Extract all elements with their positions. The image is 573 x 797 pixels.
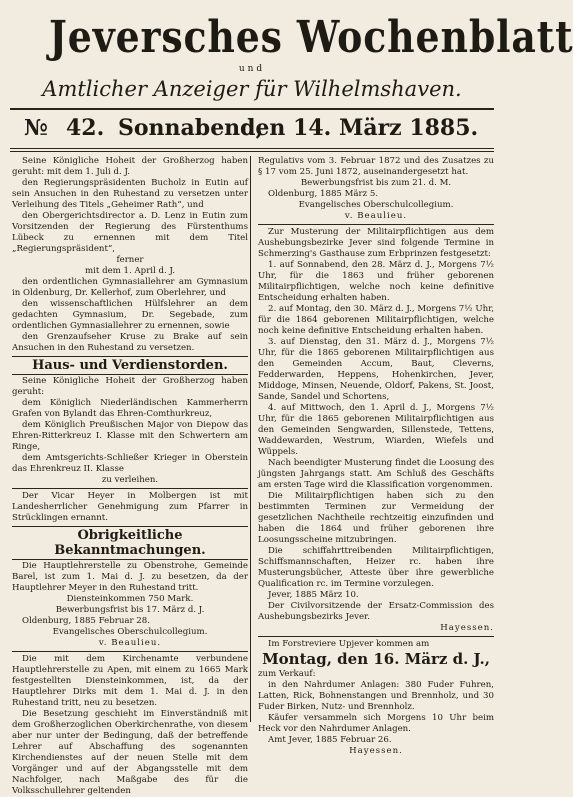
section-heading-announcements: Obrigkeitliche Bekanntmachungen.	[12, 526, 248, 560]
text-paragraph: Regulativs vom 3. Februar 1872 und des Zusatzes zu § 17 vom 25. Juni 1872, auseinandergesetzt hat.	[258, 156, 494, 177]
text-paragraph: den Regierungspräsidenten Bucholz in Eutin auf sein Ansuchen in den Ruhestand zu versetzen unter Verleihung des Titels „Geheimer Rath“, und	[12, 178, 248, 210]
text-paragraph: Der Vicar Heyer in Molbergen ist mit Landesherrlicher Genehmigung zum Pfarrer in Strücklingen ernannt.	[12, 491, 248, 523]
text-paragraph: Seine Königliche Hoheit der Großherzog haben geruht: mit dem 1. Juli d. J.	[12, 156, 248, 177]
text-paragraph: Im Forstreviere Upjever kommen am	[268, 639, 430, 649]
text-paragraph: Amt Jever, 1885 Februar 26.	[268, 735, 392, 745]
text-paragraph: dem Königlich Preußischen Major von Diepow das Ehren-Ritterkreuz I. Klasse mit den Schwertern am Ringe,	[12, 420, 248, 452]
text-paragraph: den ordentlichen Gymnasiallehrer am Gymnasium in Oldenburg, Dr. Kellerhof, zum Oberlehrer, und	[12, 277, 248, 298]
dateline-rule	[10, 148, 494, 149]
newspaper-title: Jeversches Wochenblatt	[49, 12, 573, 63]
text-paragraph: Oldenburg, 1885 März 5.	[268, 189, 379, 199]
text-paragraph: den Obergerichtsdirector a. D. Lenz in Eutin zum Vorsitzenden der Regierung des Fürstenthums Lübeck zu ernennen mit dem Titel „Regierungspräsident“,	[12, 211, 248, 254]
column-divider	[250, 156, 251, 722]
text-paragraph: Jever, 1885 März 10.	[268, 590, 359, 600]
separator-rule	[258, 636, 494, 637]
text-paragraph: Bewerbungsfrist bis 17. März d. J.	[55, 605, 205, 615]
issue-date: den 14. März 1885.	[240, 115, 479, 141]
text-paragraph: Der Civilvorsitzende der Ersatz-Commission des Aushebungsbezirks Jever.	[258, 601, 494, 622]
separator-rule	[12, 488, 248, 489]
text-paragraph: 2. auf Montag, den 30. März d. J., Morgens 7½ Uhr, für die 1864 geborenen Militairpflichtigen, welche noch keine definitive Entscheidung erhalten haben.	[258, 304, 494, 336]
text-paragraph: Zur Musterung der Militairpflichtigen aus dem Aushebungsbezirke Jever sind folgende Termine in Schmerzing's Gasthause zum Erbprinzen festgesetzt:	[258, 227, 494, 259]
text-paragraph: den Grenzaufseher Kruse zu Brake auf sein Ansuchen in den Ruhestand zu versetzen.	[12, 332, 248, 353]
left-column	[12, 156, 248, 796]
sale-date-heading: Montag, den 16. März d. J.,	[262, 650, 490, 668]
text-paragraph: Seine Königliche Hoheit der Großherzog haben geruht:	[12, 376, 248, 397]
newspaper-subtitle: Amtlicher Anzeiger für Wilhelmshaven.	[42, 77, 462, 101]
text-paragraph: Nach beendigter Musterung findet die Loosung des jüngsten Jahrgangs statt. Am Schluß des Geschäfts am ersten Tage wird die Klassification vorgenommen.	[258, 458, 494, 490]
text-paragraph: Die Besetzung geschieht im Einverständniß mit dem Großherzoglichen Oberkirchenrathe, von diesem aber nur unter der Bedingung, daß der betreffende Lehrer auf Abschaffung des sogenannten Kirchendienstes auf der neuen Stelle mit dem Vorgänger und auf der Abgangsstelle mit dem Nachfolger, nach Maßgabe des für die Volksschullehrer geltenden	[12, 709, 248, 796]
signature: v. Beaulieu.	[344, 211, 408, 221]
right-column	[258, 156, 494, 756]
text-paragraph: Bewerbungsfrist bis zum 21. d. M.	[300, 178, 452, 188]
text-paragraph: 4. auf Mittwoch, den 1. April d. J., Morgens 7½ Uhr, für die 1865 geborenen Militairpflichtigen aus den Gemeinden Sengwarden, Sillenstede, Tettens, Waddewarden, Westrum, Wiarden, Wiefels und Wüppels.	[258, 403, 494, 457]
issue-number: 42.	[66, 115, 105, 141]
dateline-rule-double	[10, 151, 494, 152]
text-paragraph: Die Hauptlehrerstelle zu Obenstrohe, Gemeinde Barel, ist zum 1. Mai d. J. zu besetzen, da der Hauptlehrer Meyer in den Ruhestand tritt.	[12, 561, 248, 593]
dateline	[10, 110, 494, 146]
number-sign: №	[24, 115, 48, 141]
text-paragraph: Oldenburg, 1885 Februar 28.	[22, 616, 150, 626]
text-paragraph: in den Nahrdumer Anlagen: 380 Fuder Fuhren, Latten, Rick, Bohnenstangen und Brennholz, und 30 Fuder Birken, Nutz- und Brennholz.	[258, 680, 494, 712]
text-paragraph: mit dem 1. April d. J.	[85, 266, 175, 276]
text-paragraph: Evangelisches Oberschulcollegium.	[52, 627, 208, 637]
text-paragraph: Die Militairpflichtigen haben sich zu den bestimmten Terminen zur Vermeidung der gesetzlichen Nachtheile rechtzeitig einzufinden und haben die 1864 und früher geborenen ihre Loosungsscheine mitzubringen.	[258, 491, 494, 545]
section-heading-orders: Haus- und Verdienstorden.	[12, 356, 248, 375]
text-paragraph: zum Verkauf:	[258, 669, 316, 679]
signature: Hayessen.	[440, 623, 494, 633]
text-paragraph: dem Amtsgerichts-Schließer Krieger in Oberstein das Ehrenkreuz II. Klasse	[12, 453, 248, 474]
text-paragraph: dem Königlich Niederländischen Kammerherrn Grafen von Bylandt das Ehren-Comthurkreuz,	[12, 398, 248, 419]
text-paragraph: Käufer versammeln sich Morgens 10 Uhr beim Heck vor den Nahrdumer Anlagen.	[258, 713, 494, 734]
issue-weekday: Sonnabend,	[118, 115, 264, 141]
text-paragraph: den wissenschaftlichen Hülfslehrer an dem gedachten Gymnasium, Dr. Segebade, zum ordentlichen Gymnasiallehrer zu ernennen, sowie	[12, 299, 248, 331]
text-paragraph: 3. auf Dienstag, den 31. März d. J., Morgens 7½ Uhr, für die 1865 geborenen Militairpflichtigen aus den Gemeinden Accum, Baut, Cleverns, Fedderwarden, Heppens, Hohenkirchen, Jever, Middoge, Minsen, Neuende, Oldorf, Pakens, St. Joost, Sande, Sandel und Schortens,	[258, 337, 494, 402]
separator-rule	[12, 651, 248, 652]
text-paragraph: Die schiffahrttreibenden Militairpflichtigen, Schiffsmannschaften, Heizer rc. haben ihre Musterungsbücher, Atteste über ihre gewerbliche Qualification rc. im Termine vorzulegen.	[258, 546, 494, 589]
text-paragraph: Diensteinkommen 750 Mark.	[66, 594, 194, 604]
signature: Hayessen.	[349, 746, 403, 756]
text-paragraph: Evangelisches Oberschulcollegium.	[298, 200, 454, 210]
text-paragraph: zu verleihen.	[101, 475, 159, 485]
text-paragraph: Die mit dem Kirchenamte verbundene Hauptlehrerstelle zu Apen, mit einem zu 1665 Mark festgestellten Diensteinkommen, ist, da der Hauptlehrer Dirks mit dem 1. Mai d. J. in den Ruhestand tritt, neu zu besetzen.	[12, 654, 248, 708]
masthead-und: und	[238, 64, 266, 74]
signature: v. Beaulieu.	[98, 638, 162, 648]
text-paragraph: 1. auf Sonnabend, den 28. März d. J., Morgens 7½ Uhr, für die 1863 und früher geborenen Militairpflichtigen, welche noch keine definitive Entscheidung erhalten haben.	[258, 260, 494, 303]
separator-rule	[258, 224, 494, 225]
text-paragraph: ferner	[116, 255, 144, 265]
